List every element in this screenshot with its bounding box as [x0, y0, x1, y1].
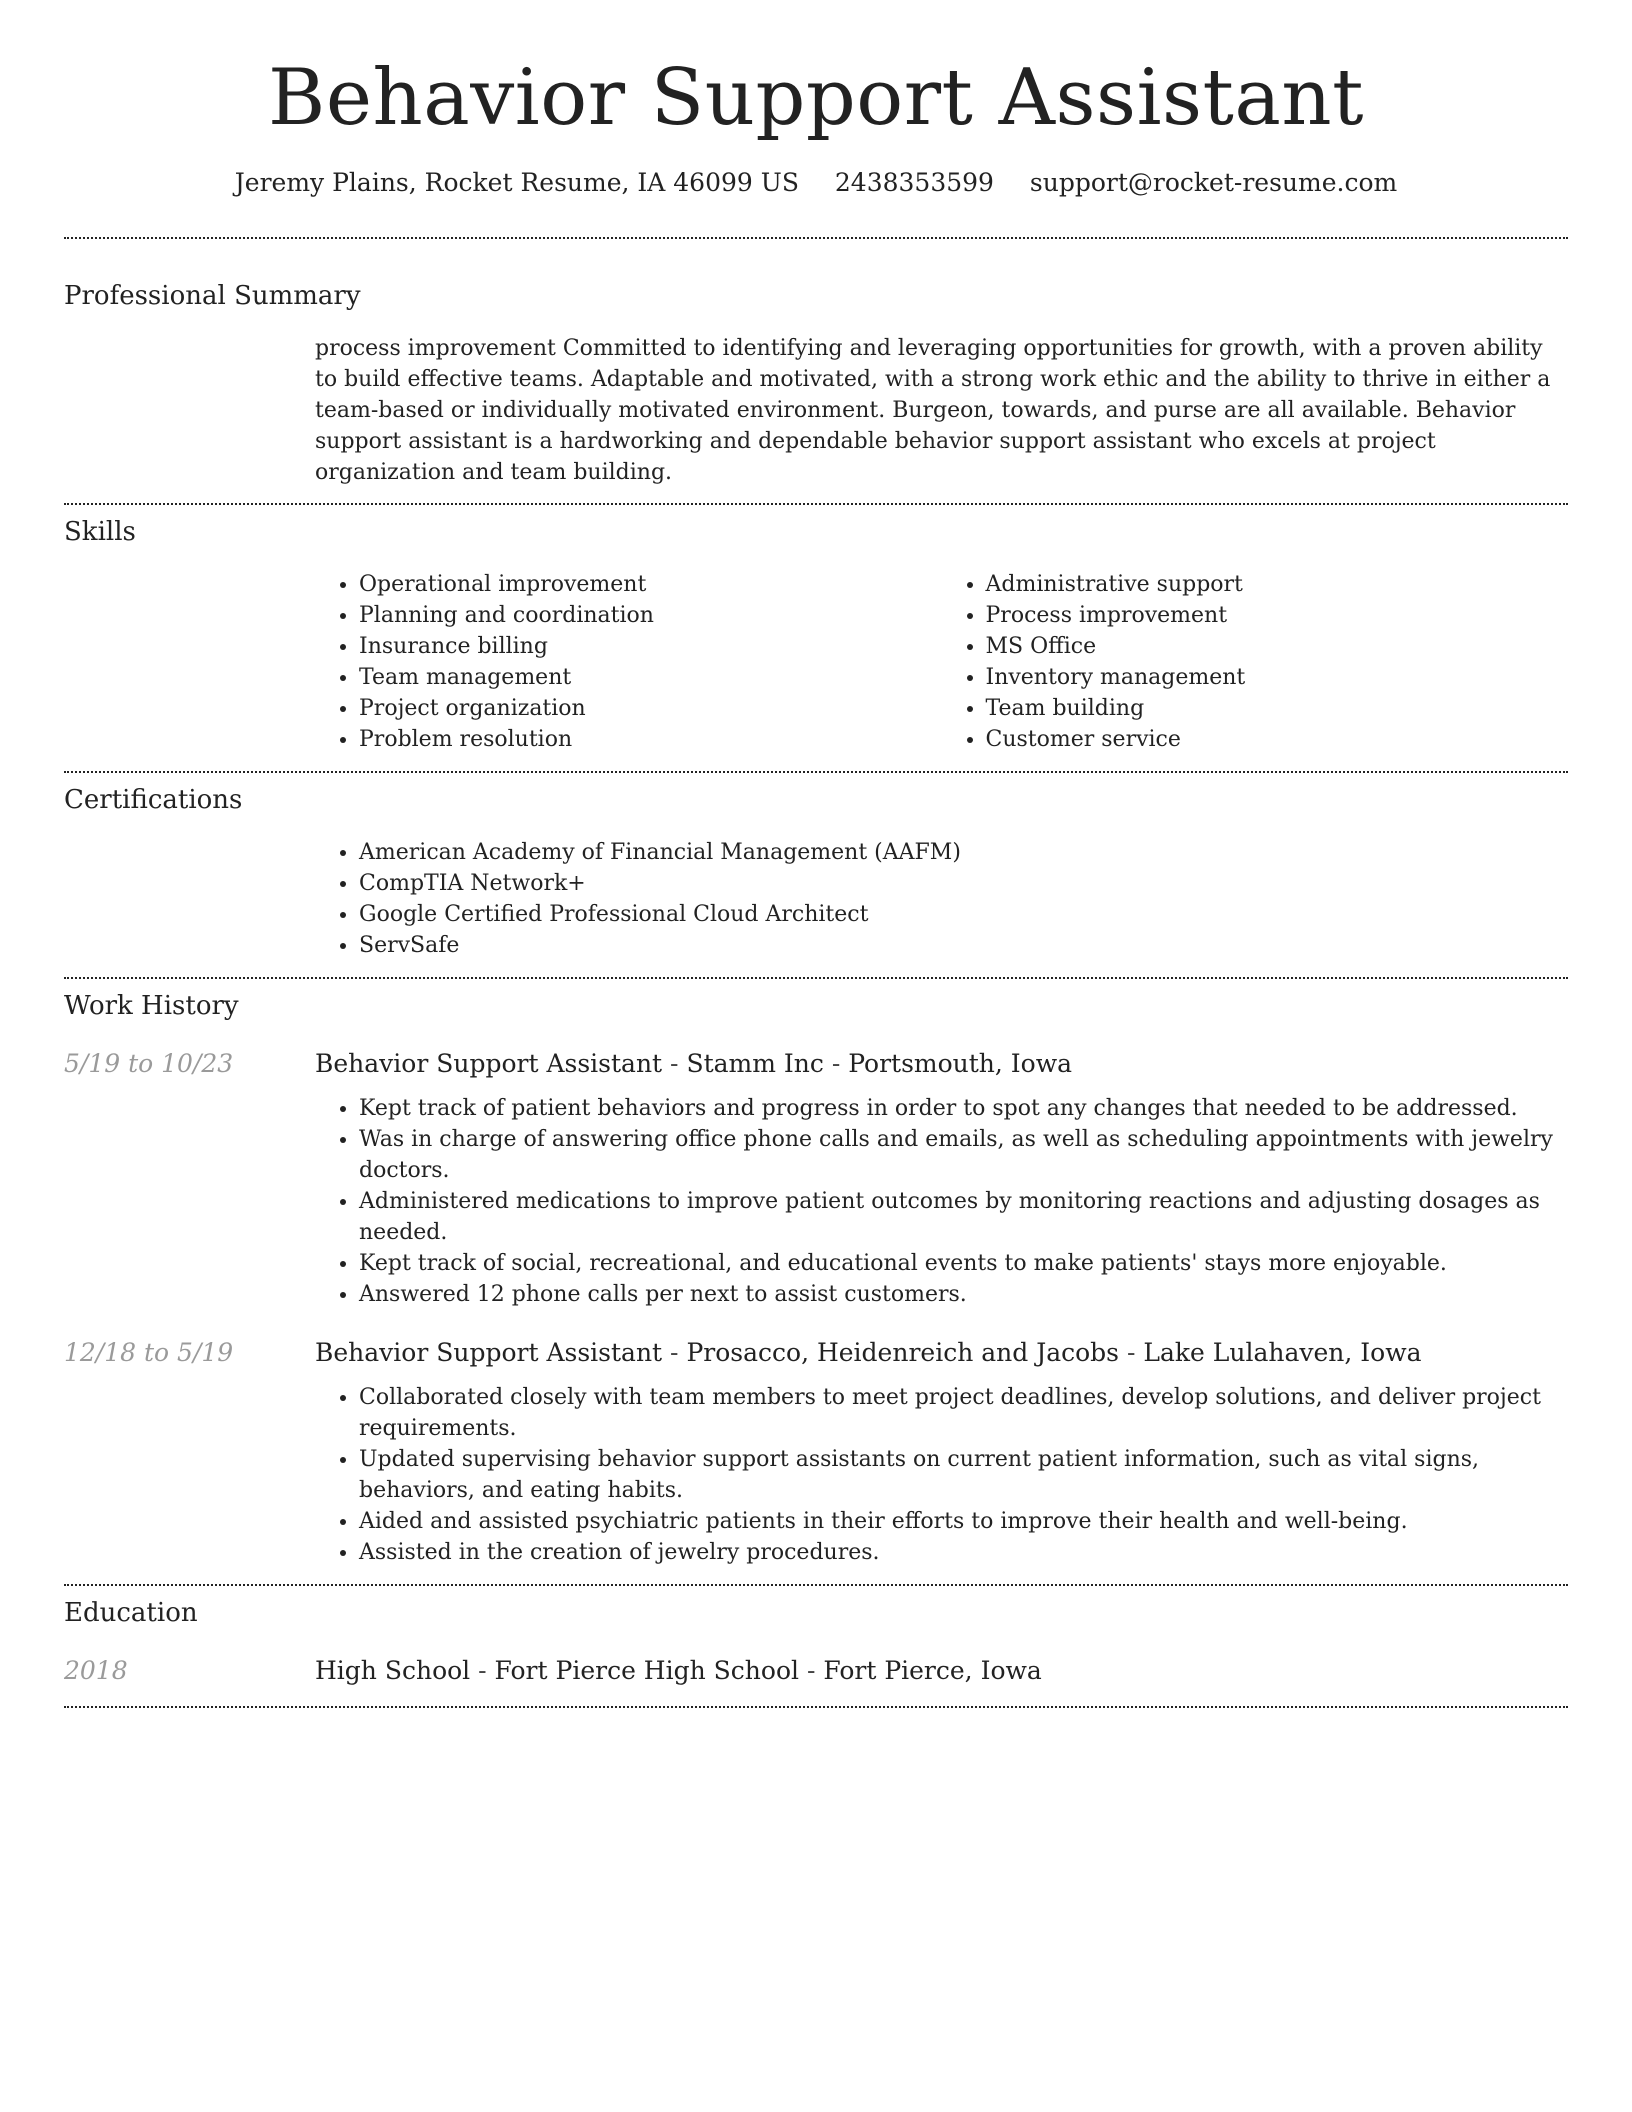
divider	[64, 1706, 1568, 1708]
job-headline	[315, 1336, 1422, 1370]
job-bullet: • Was in charge of answering office phone calls and emails, as well as scheduling appointments with jewelry doctors.	[359, 1124, 1568, 1186]
job-details	[315, 1093, 1568, 1310]
skills-list-left	[315, 569, 942, 755]
job-bullet: • Kept track of social, recreational, and educational events to make patients' stays more enjoyable.	[359, 1248, 1568, 1279]
job-bullet: • Aided and assisted psychiatric patients in their efforts to improve their health and well-being.	[359, 1506, 1568, 1537]
separator: -	[799, 1656, 824, 1685]
job-bullet: • Kept track of patient behaviors and progress in order to spot any changes that needed to be addressed.	[359, 1093, 1568, 1124]
certification-item: • American Academy of Financial Management (AAFM)	[359, 837, 1568, 868]
job-entry	[64, 1047, 1568, 1081]
job-location: Lake Lulahaven, Iowa	[1143, 1338, 1422, 1367]
separator: -	[470, 1656, 495, 1685]
skill-item: • Operational improvement	[359, 569, 942, 600]
divider	[64, 977, 1568, 979]
skills-grid	[315, 569, 1568, 755]
section-title-skills: Skills	[64, 517, 136, 547]
skill-item: • Planning and coordination	[359, 600, 942, 631]
skill-item: • Customer service	[986, 724, 1569, 755]
section-title-certifications: Certifications	[64, 785, 243, 815]
certification-item: • ServSafe	[359, 930, 1568, 961]
job-title: Behavior Support Assistant	[315, 1049, 663, 1078]
divider	[64, 771, 1568, 773]
section-title-education: Education	[64, 1598, 198, 1628]
contact-phone: 2438353599	[834, 168, 994, 197]
job-bullet: • Collaborated closely with team members to meet project deadlines, develop solutions, and deliver project requirements.	[359, 1382, 1568, 1444]
separator: -	[1119, 1338, 1144, 1367]
certifications-block	[315, 837, 1568, 961]
job-bullet: • Administered medications to improve patient outcomes by monitoring reactions and adjusting dosages as needed.	[359, 1186, 1568, 1248]
education-location: Fort Pierce, Iowa	[823, 1656, 1042, 1685]
certification-item: • Google Certified Professional Cloud Architect	[359, 899, 1568, 930]
contact-address: Jeremy Plains, Rocket Resume, IA 46099 US	[234, 168, 799, 197]
divider	[64, 503, 1568, 505]
job-bullet: • Updated supervising behavior support assistants on current patient information, such as vital signs, behaviors, and eating habits.	[359, 1444, 1568, 1506]
resume-page	[64, 0, 1568, 1708]
skill-item: • Administrative support	[986, 569, 1569, 600]
job-headline	[315, 1047, 1072, 1081]
section-title-summary: Professional Summary	[64, 281, 361, 311]
job-bullets	[315, 1382, 1568, 1568]
job-location: Portsmouth, Iowa	[848, 1049, 1073, 1078]
divider	[64, 1584, 1568, 1586]
certification-item: • CompTIA Network+	[359, 868, 1568, 899]
resume-title: Behavior Support Assistant	[268, 53, 1364, 143]
summary-text: process improvement Committed to identifying and leveraging opportunities for growth, with a proven ability to build effective teams. Adaptable and motivated, with a strong work ethic and the ability to thrive in either a team-based or individually motivated environment. Burgeon, towards, and purse are all available. Behavior support assistant is a hardworking and dependable behavior support assistant who excels at project organization and team building.	[315, 336, 1551, 485]
job-company: Prosacco, Heidenreich and Jacobs	[686, 1338, 1120, 1367]
skills-list-right	[942, 569, 1569, 755]
job-title: Behavior Support Assistant	[315, 1338, 663, 1367]
certifications-list	[315, 837, 1568, 961]
job-bullets	[315, 1093, 1568, 1310]
education-degree: High School	[315, 1656, 471, 1685]
job-company: Stamm Inc	[686, 1049, 824, 1078]
education-school: Fort Pierce High School	[494, 1656, 799, 1685]
skill-item: • Project organization	[359, 693, 942, 724]
education-headline	[315, 1654, 1042, 1688]
job-bullet: • Answered 12 phone calls per next to assist customers.	[359, 1279, 1568, 1310]
divider	[64, 237, 1568, 239]
job-dates: 12/18 to 5/19	[64, 1338, 234, 1367]
job-details	[315, 1382, 1568, 1568]
job-bullet: • Assisted in the creation of jewelry procedures.	[359, 1537, 1568, 1568]
job-dates: 5/19 to 10/23	[64, 1049, 234, 1078]
skill-item: • Inventory management	[986, 662, 1569, 693]
skill-item: • Process improvement	[986, 600, 1569, 631]
skill-item: • MS Office	[986, 631, 1569, 662]
separator: -	[662, 1338, 687, 1367]
section-title-work-history: Work History	[64, 991, 239, 1021]
skill-item: • Problem resolution	[359, 724, 942, 755]
job-entry	[64, 1336, 1568, 1370]
skill-item: • Team building	[986, 693, 1569, 724]
contact-line	[64, 166, 1568, 200]
skill-item: • Insurance billing	[359, 631, 942, 662]
education-year: 2018	[64, 1656, 128, 1685]
separator: -	[823, 1049, 849, 1078]
education-entry	[64, 1654, 1568, 1688]
separator: -	[662, 1049, 687, 1078]
skill-item: • Team management	[359, 662, 942, 693]
contact-email: support@rocket-resume.com	[1029, 168, 1398, 197]
